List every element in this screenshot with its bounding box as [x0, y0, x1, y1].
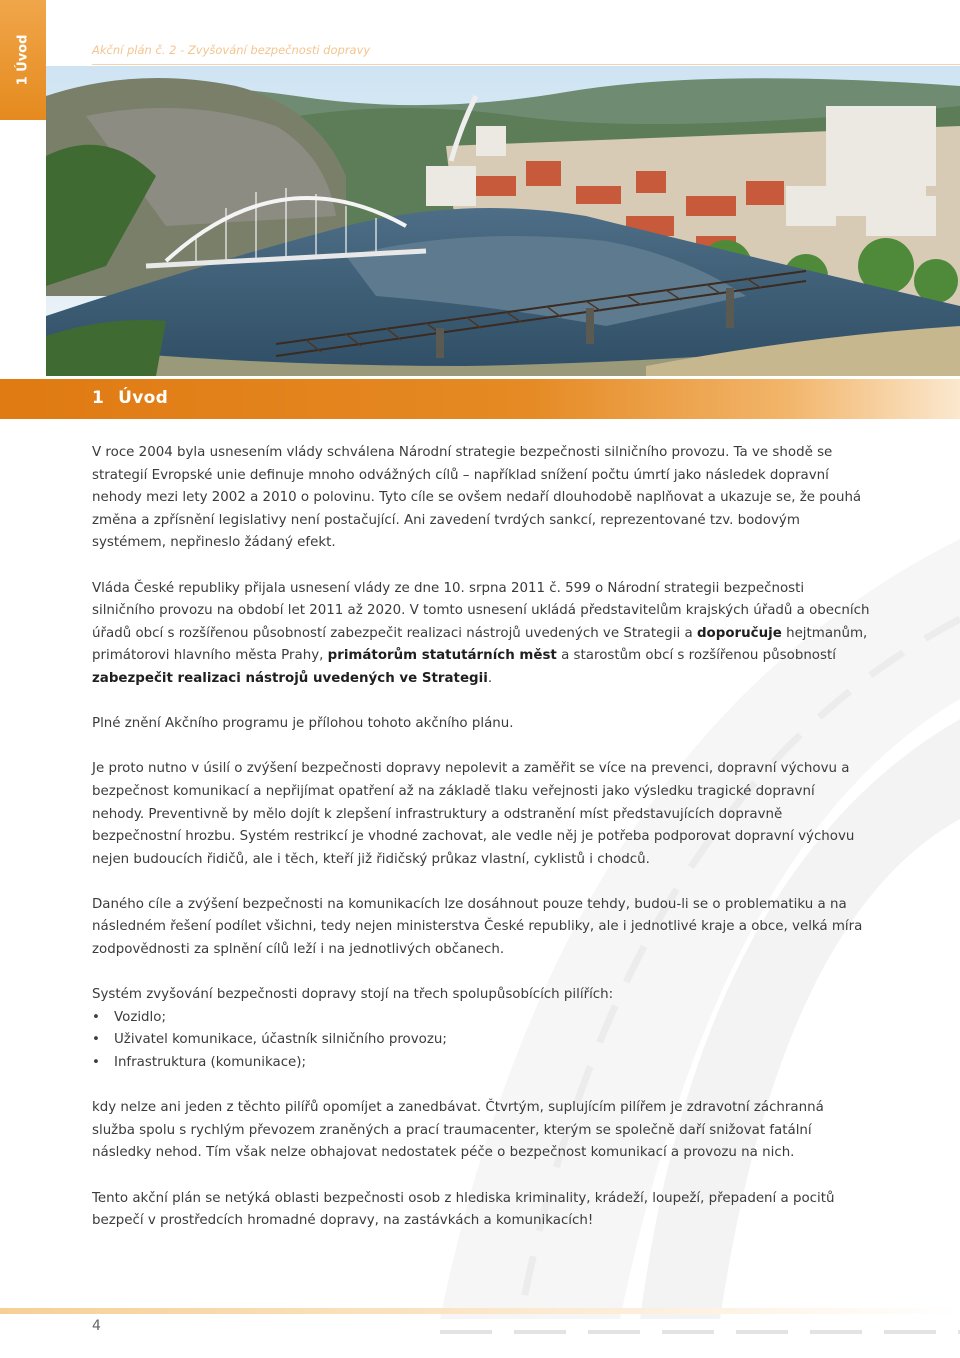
- list-item: • Vozidlo;: [92, 1007, 870, 1030]
- list-item: • Infrastruktura (komunikace);: [92, 1052, 870, 1075]
- body-text: [92, 442, 870, 1255]
- running-header: Akční plán č. 2 - Zvyšování bezpečnosti dopravy: [92, 43, 371, 57]
- text-run: a starostům obcí s rozšířenou působností: [556, 648, 836, 664]
- text-run: .: [487, 670, 493, 686]
- paragraph: Daného cíle a zvýšení bezpečnosti na komunikacích lze dosáhnout pouze tehdy, budou-li se o problematiku a na následném řešení podílet všichni, tedy nejen ministerstva České republiky, ale i jednotlivé kraje a obce, velká míra zodpovědnosti za splnění cílů leží i na jednotlivých občanech.: [92, 896, 863, 958]
- bold-text: zabezpečit realizaci nástrojů uvedených ve Strategii: [92, 670, 488, 686]
- paragraph: Systém zvyšování bezpečnosti dopravy stojí na třech spolupůsobících pilířích:: [92, 987, 614, 1003]
- paragraph: Je proto nutno v úsilí o zvýšení bezpečnosti dopravy nepolevit a zaměřit se více na prevenci, dopravní výchovu a bezpečnost komunikací a nepřijímat opatření až na základě tlaku veřejnosti jako výsledku tragické dopravní nehody. Preventivně by mělo dojít k zlepšení infrastruktury a odstranění míst představujících dopravně bezpečnostní hrozbu. Systém restrikcí je vhodné zachovat, ale vedle něj je potřeba podporovat dopravní výchovu nejen budoucích řidičů, ale i těch, kteří již řidičský průkaz vlastní, cyklistů i chodců.: [92, 761, 855, 867]
- bold-text: doporučuje: [696, 625, 782, 641]
- paragraph: Tento akční plán se netýká oblasti bezpečnosti osob z hlediska kriminality, krádeží, loupeží, přepadení a pocitů bezpečí v prostředcích hromadné dopravy, na zastávkách a komunikacích!: [92, 1190, 835, 1229]
- header-rule: [92, 64, 960, 65]
- pillar-list: [92, 1007, 870, 1075]
- section-title-bar: [0, 379, 960, 419]
- list-item: • Uživatel komunikace, účastník silničního provozu;: [92, 1029, 870, 1052]
- section-heading: [92, 388, 168, 408]
- footer-dashes: [440, 1330, 960, 1334]
- paragraph: V roce 2004 byla usnesením vlády schválena Národní strategie bezpečnosti silničního provozu. Ta ve shodě se strategií Evropské unie definuje mnoho odvážných cílů – například snížení počtu úmrtí jako následek dopravní nehody mezi lety 2002 a 2010 o polovinu. Tyto cíle se ovšem nedaří dlouhodobě naplňovat a ukazuje se, že pouhá změna a zpřísnění legislativy není postačující. Ani zavedení tvrdých sankcí, reprezentované tzv. bodovým systémem, nepřineslo žádaný efekt.: [92, 445, 862, 551]
- paragraph: [92, 578, 870, 691]
- city-river-bridge-photo: [46, 66, 960, 376]
- paragraph: Plné znění Akčního programu je přílohou tohoto akčního plánu.: [92, 716, 514, 732]
- chapter-tab: [0, 0, 46, 120]
- footer-rule: [0, 1308, 960, 1314]
- photo-illustration: [46, 66, 960, 376]
- section-title: Úvod: [118, 388, 169, 408]
- page-number: 4: [92, 1318, 101, 1334]
- chapter-tab-label: 1 Úvod: [15, 34, 31, 86]
- section-number: 1: [92, 388, 105, 408]
- text-run: Vláda České republiky přijala usnesení vlády ze dne 10. srpna 2011 č. 599 o Národní strategii bezpečnosti silničního provozu na období let 2011 až 2020. V tomto usnesení ukládá představitelům krajských úřadů a obecních úřadů obcí s rozšířenou působností zabezpečit realizaci nástrojů uvedených ve Strategii a: [92, 580, 870, 641]
- paragraph: kdy nelze ani jeden z těchto pilířů opomíjet a zanedbávat. Čtvrtým, suplujícím pilířem je zdravotní záchranná služba spolu s rychlým převozem zraněných a prací traumacenter, kterým se společně daří snižovat fatální následky nehod. Tím však nelze obhajovat nedostatek péče o bezpečnost komunikací a provozu na nich.: [92, 1100, 824, 1161]
- bold-text: primátorům statutárních měst: [327, 648, 557, 664]
- text-run: hejtmanům, primátorovi hlavního města Prahy,: [92, 625, 868, 664]
